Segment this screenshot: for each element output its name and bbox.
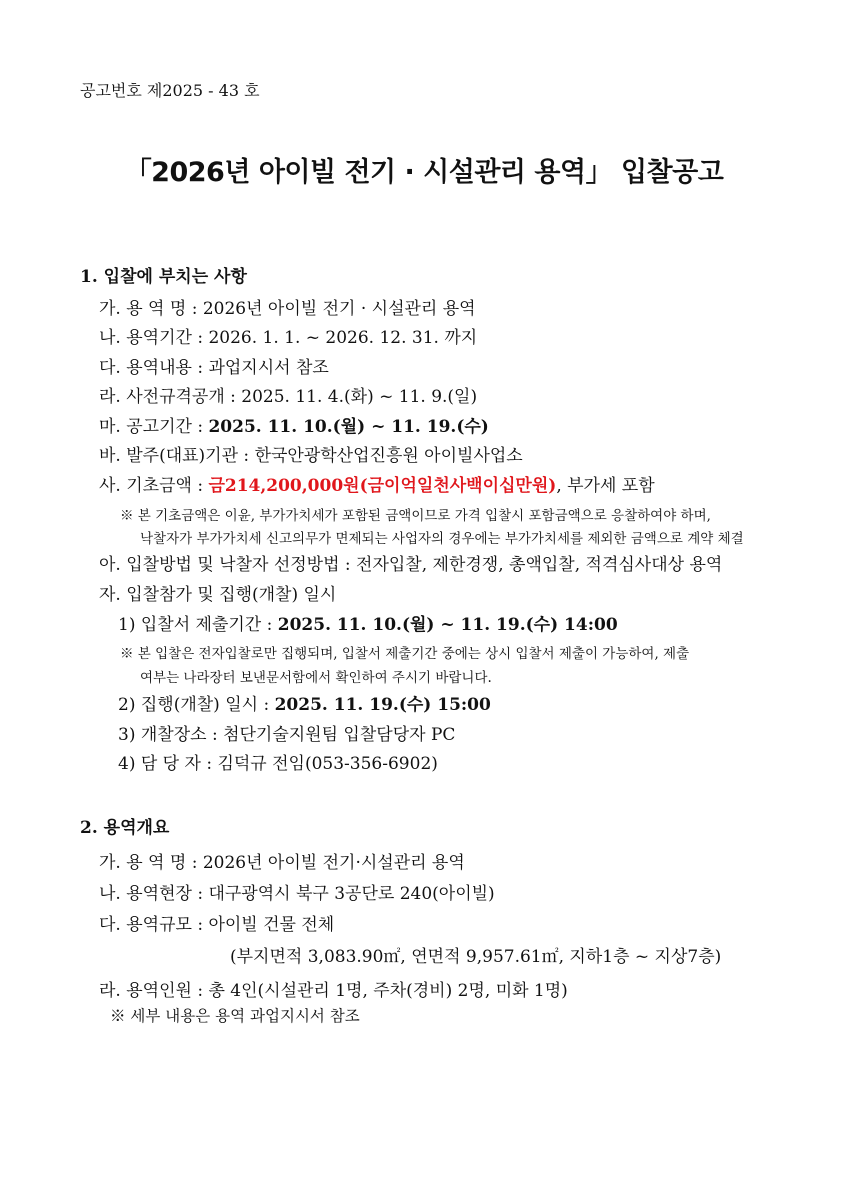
s2-note: ※ 세부 내용은 용역 과업지시서 참조 [110,1007,360,1025]
s1-item-da [99,353,329,378]
s1-item-na [99,323,477,348]
s1-sa-suffix: , 부가세 포함 [556,476,655,496]
s1-ja2-value: 2025. 11. 19.(수) 15:00 [274,695,491,715]
s1-item-ba [99,441,523,466]
s1-ja-2 [118,690,491,715]
s1-item-ja: 자. 입찰참가 및 집행(개찰) 일시 [99,585,337,605]
s1-sa-note-line2: 낙찰자가 부가가치세 신고의무가 면제되는 사업자의 경우에는 부가가치세를 제외한 금액으로 계약 체결 [140,531,744,547]
s1-na-value: 2026. 1. 1. ~ 2026. 12. 31. 까지 [208,328,478,348]
section2-heading: 2. 용역개요 [80,818,170,838]
s2-da-detail: (부지면적 3,083.90㎡, 연면적 9,957.61㎡, 지하1층 ~ 지상7층) [230,947,722,967]
base-amount: 금214,200,000원(금이억일천사백이십만원) [208,476,557,496]
page-title: 「2026년 아이빌 전기 · 시설관리 용역」 입찰공고 [124,157,724,188]
s1-da-label: 다. 용역내용 : [99,358,209,378]
s1-da-value: 과업지시서 참조 [208,358,329,378]
s1-sa-label: 사. 기초금액 : [99,476,209,496]
s1-item-ma [99,412,489,437]
s1-ja-note-line1: ※ 본 입찰은 전자입찰로만 집행되며, 입찰서 제출기간 중에는 상시 입찰서 제출이 가능하여, 제출 [120,646,690,662]
s2-item-na: 나. 용역현장 : 대구광역시 북구 3공단로 240(아이빌) [99,884,495,904]
s1-ma-label: 마. 공고기간 : [99,417,209,437]
s1-ja-1 [118,610,618,635]
s1-ja-note-line2: 여부는 나라장터 보낸문서함에서 확인하여 주시기 바랍니다. [140,670,492,686]
s2-item-da: 다. 용역규모 : 아이빌 건물 전체 [99,915,335,935]
s1-ra-label: 라. 사전규격공개 : [99,387,242,407]
s1-ja-4: 4) 담 당 자 : 김덕규 전임(053-356-6902) [118,754,438,774]
s1-ga-label: 가. 용 역 명 : [99,299,203,319]
s2-item-ga: 가. 용 역 명 : 2026년 아이빌 전기·시설관리 용역 [99,853,465,873]
s1-sa-note-line1: ※ 본 기초금액은 이윤, 부가가치세가 포함된 금액이므로 가격 입찰시 포함금액으로 응찰하여야 하며, [120,508,711,524]
s1-ba-label: 바. 발주(대표)기관 : [99,446,255,466]
s1-ja1-label: 1) 입찰서 제출기간 : [118,615,278,635]
s1-ra-value: 2025. 11. 4.(화) ~ 11. 9.(일) [241,387,478,407]
s1-ma-value: 2025. 11. 10.(월) ~ 11. 19.(수) [208,417,489,437]
notice-number: 공고번호 제2025 - 43 호 [80,81,260,100]
s1-ja-3: 3) 개찰장소 : 첨단기술지원팀 입찰담당자 PC [118,725,456,745]
s1-item-sa [99,471,655,496]
s1-ja1-value: 2025. 11. 10.(월) ~ 11. 19.(수) 14:00 [277,615,618,635]
s1-na-label: 나. 용역기간 : [99,328,209,348]
s2-item-ra: 라. 용역인원 : 총 4인(시설관리 1명, 주차(경비) 2명, 미화 1명) [99,981,568,1001]
section1-heading: 1. 입찰에 부치는 사항 [80,267,247,287]
s1-ba-value: 한국안광학산업진흥원 아이빌사업소 [254,446,523,466]
s1-item-ra [99,382,477,407]
s1-ja2-label: 2) 집행(개찰) 일시 : [118,695,275,715]
s1-ga-value: 2026년 아이빌 전기 · 시설관리 용역 [202,299,476,319]
s1-item-ga [99,294,476,319]
s1-item-a: 아. 입찰방법 및 낙찰자 선정방법 : 전자입찰, 제한경쟁, 총액입찰, 적격심사대상 용역 [99,555,723,575]
